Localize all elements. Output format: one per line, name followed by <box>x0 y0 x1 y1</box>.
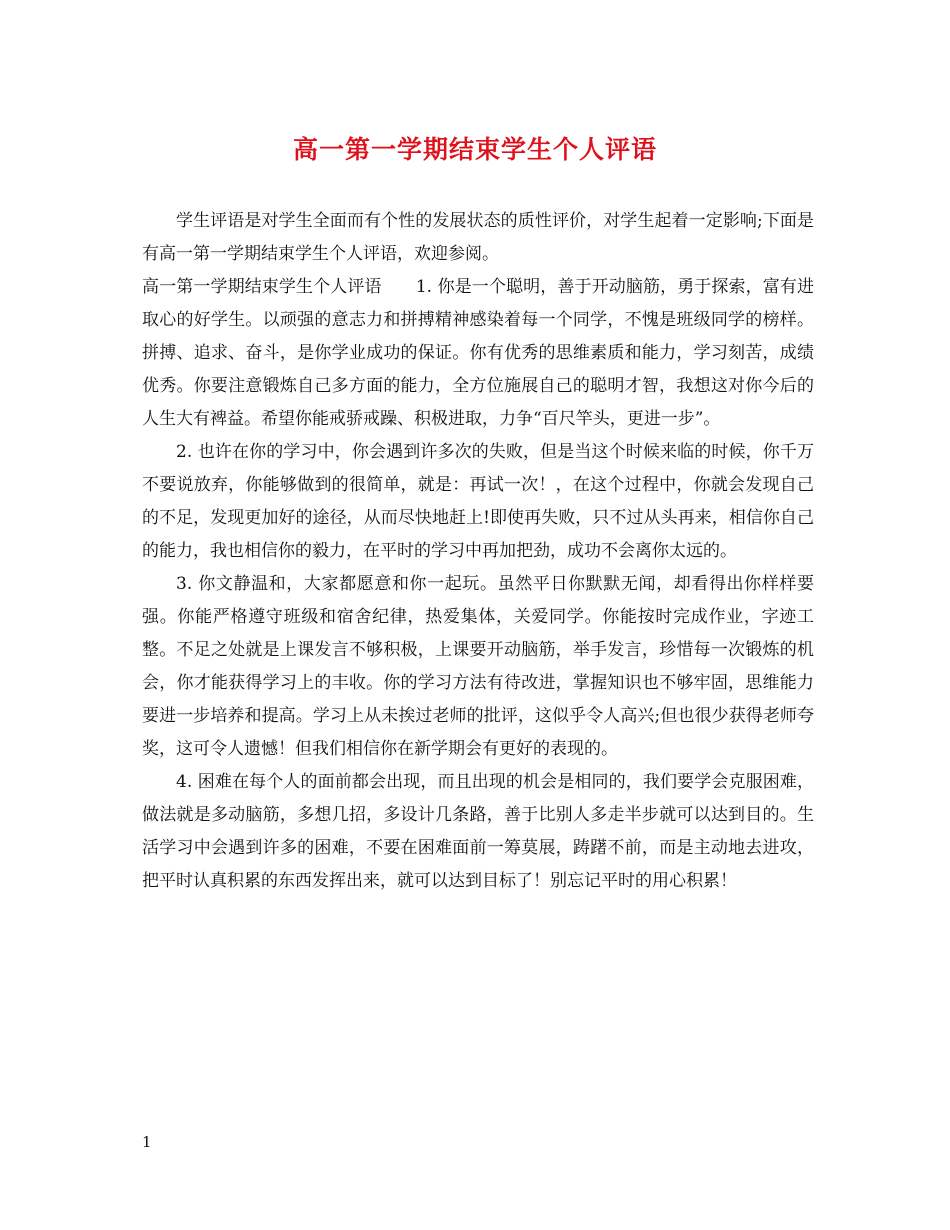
comment-paragraph-2: 2. 也许在你的学习中，你会遇到许多次的失败，但是当这个时候来临的时候，你千万不要说放弃，你能够做到的很简单，就是：再试一次！，在这个过程中，你就会发现自己的不足，发现更加好的途径，从而尽快地赶上!即使再失败，只不过从头再来，相信你自己的能力，我也相信你的毅力，在平时的学习中再加把劲，成功不会离你太远的。 <box>142 442 814 561</box>
section-heading-paragraph: 高一第一学期结束学生个人评语 1. 你是一个聪明，善于开动脑筋，勇于探索，富有进取心的好学生。以顽强的意志力和拼搏精神感染着每一个同学，不愧是班级同学的榜样。拼搏、追求、奋斗，是你学业成功的保证。你有优秀的思维素质和能力，学习刻苦，成绩优秀。你要注意锻炼自己多方面的能力，全方位施展自己的聪明才智，我想这对你今后的人生大有裨益。希望你能戒骄戒躁、积极进取，力争“百尺竿头，更进一步”。 <box>142 277 814 429</box>
document-body <box>142 205 814 898</box>
comment-paragraph-3: 3. 你文静温和，大家都愿意和你一起玩。虽然平日你默默无闻，却看得出你样样要强。你能严格遵守班级和宿舍纪律，热爱集体，关爱同学。你能按时完成作业，字迹工整。不足之处就是上课发言不够积极，上课要开动脑筋，举手发言，珍惜每一次锻炼的机会，你才能获得学习上的丰收。你的学习方法有待改进，掌握知识也不够牢固，思维能力要进一步培养和提高。学习上从未挨过老师的批评，这似乎令人高兴;但也很少获得老师夸奖，这可令人遗憾！但我们相信你在新学期会有更好的表现的。 <box>142 574 814 759</box>
comment-paragraph-4: 4. 困难在每个人的面前都会出现，而且出现的机会是相同的，我们要学会克服困难，做法就是多动脑筋，多想几招，多设计几条路，善于比别人多走半步就可以达到目的。生活学习中会遇到许多的困难，不要在困难面前一筹莫展，踌躇不前，而是主动地去进攻，把平时认真积累的东西发挥出来，就可以达到目标了！别忘记平时的用心积累！ <box>142 772 814 891</box>
document-title: 高一第一学期结束学生个人评语 <box>292 135 657 164</box>
page-number: 1 <box>142 1133 152 1151</box>
intro-paragraph: 学生评语是对学生全面而有个性的发展状态的质性评价，对学生起着一定影响;下面是有高一第一学期结束学生个人评语，欢迎参阅。 <box>142 211 814 264</box>
